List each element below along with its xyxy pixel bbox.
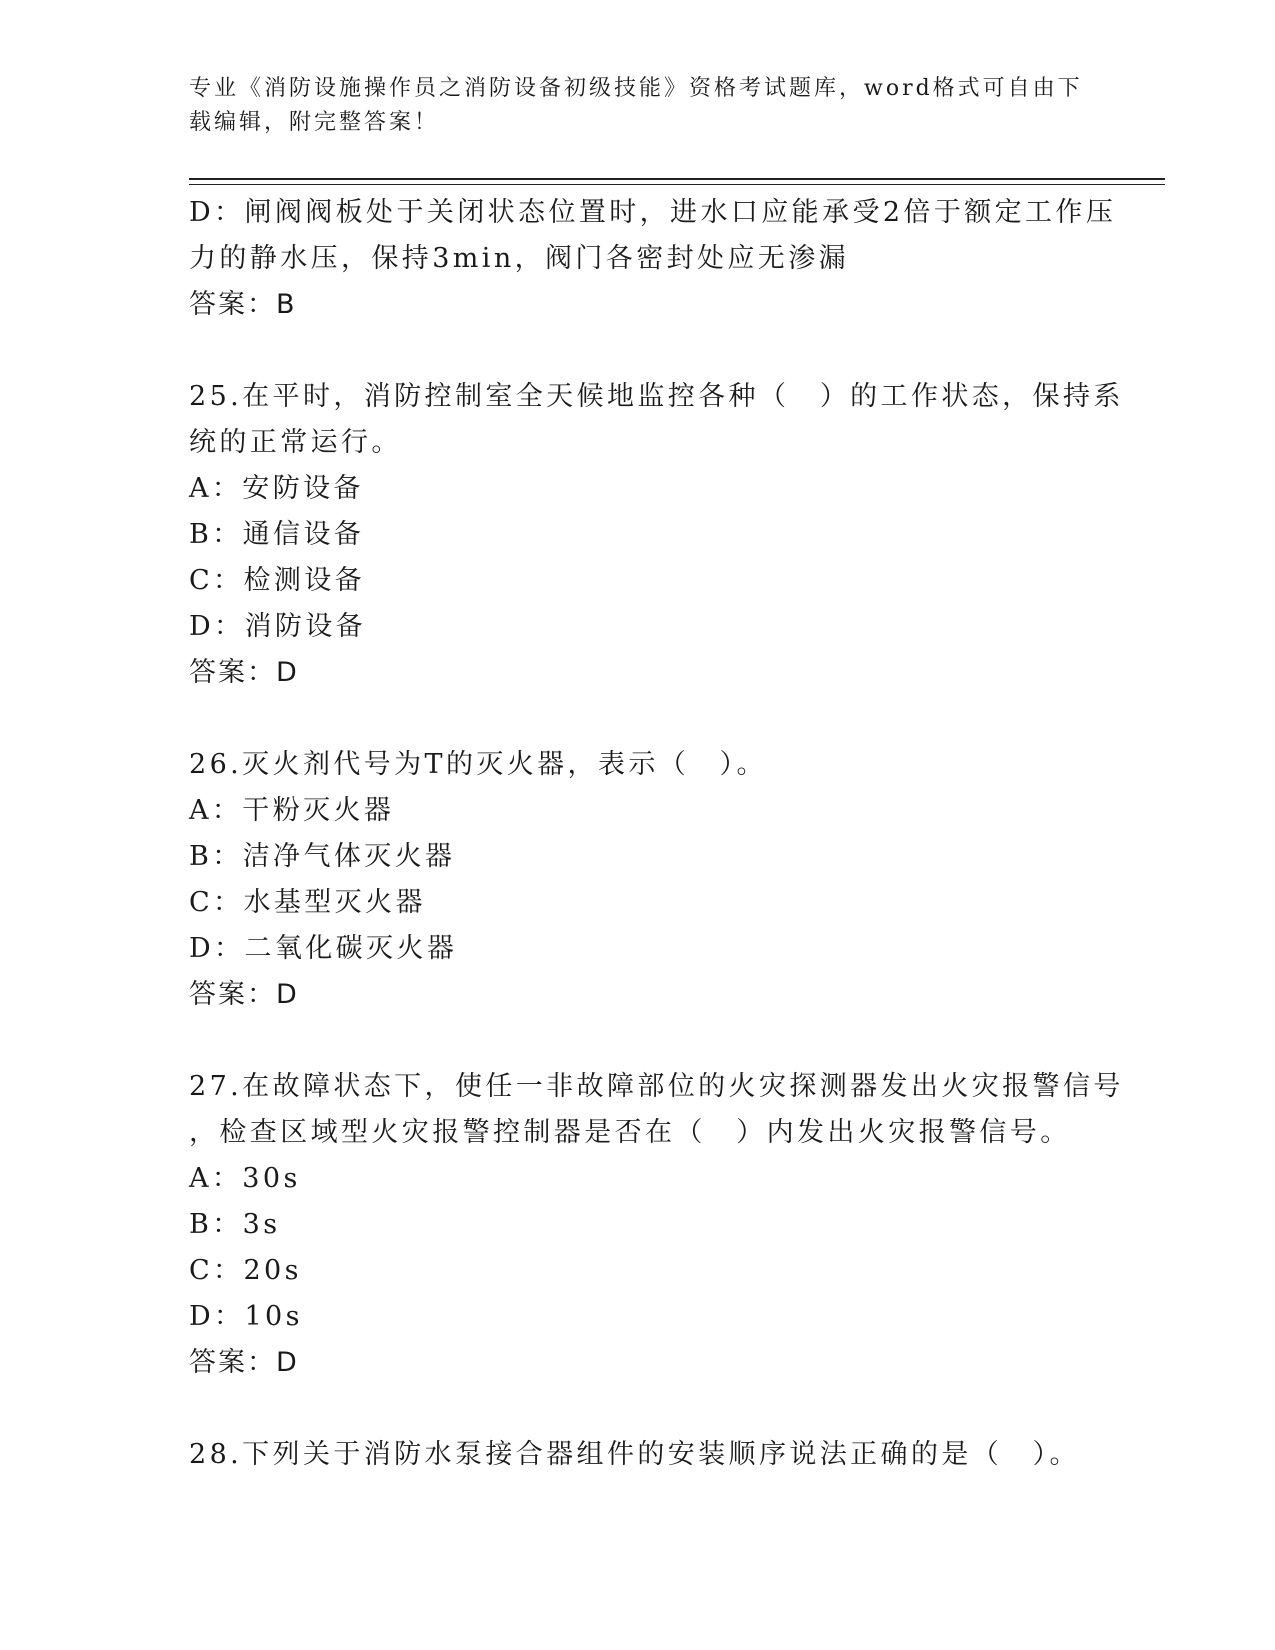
header-divider-thin (189, 184, 1165, 185)
question-27 (189, 1064, 1124, 1386)
question-stem: 27.在故障状态下，使任一非故障部位的火灾探测器发出火灾报警信号 (189, 1071, 1124, 1102)
option-b: B：洁净气体灭火器 (189, 841, 456, 872)
option-a: A：30s (189, 1163, 301, 1194)
option-c: C：水基型灭火器 (189, 887, 426, 918)
option-d: D：10s (189, 1301, 303, 1332)
header-line: 专业《消防设施操作员之消防设备初级技能》资格考试题库，word格式可自由下 (189, 76, 1083, 101)
option-b: B：3s (189, 1209, 281, 1240)
option-d: D：消防设备 (189, 611, 367, 642)
question-prev-tail (189, 190, 1117, 328)
header-line: 载编辑，附完整答案！ (189, 110, 440, 135)
answer: 答案：D (189, 979, 299, 1010)
question-stem: 25.在平时，消防控制室全天候地监控各种（ ）的工作状态，保持系 (189, 381, 1124, 412)
option-a: A：干粉灭火器 (189, 795, 395, 826)
question-stem: 28.下列关于消防水泵接合器组件的安装顺序说法正确的是（ ）。 (189, 1439, 1080, 1470)
option-b: B：通信设备 (189, 519, 365, 550)
question-stem-continued: 统的正常运行。 (189, 427, 402, 458)
question-25 (189, 374, 1124, 696)
option-d-continued: 力的静水压，保持3min，阀门各密封处应无渗漏 (189, 243, 850, 274)
option-d: D：二氧化碳灭火器 (189, 933, 458, 964)
answer: 答案：D (189, 657, 299, 688)
answer: 答案：D (189, 1347, 299, 1378)
question-stem: 26.灭火剂代号为T的灭火器，表示（ ）。 (189, 749, 767, 780)
question-26 (189, 742, 1089, 1018)
option-d: D：闸阀阀板处于关闭状态位置时，进水口应能承受2倍于额定工作压 (189, 197, 1117, 228)
option-c: C：检测设备 (189, 565, 366, 596)
question-28 (189, 1432, 1089, 1478)
option-a: A：安防设备 (189, 473, 364, 504)
answer: 答案：B (189, 289, 297, 320)
document-header (189, 72, 1083, 140)
option-c: C：20s (189, 1255, 302, 1286)
question-list (189, 190, 1124, 1478)
header-divider-thick (189, 178, 1165, 180)
question-stem-continued: ，检查区域型火灾报警控制器是否在（ ）内发出火灾报警信号。 (189, 1117, 1071, 1148)
